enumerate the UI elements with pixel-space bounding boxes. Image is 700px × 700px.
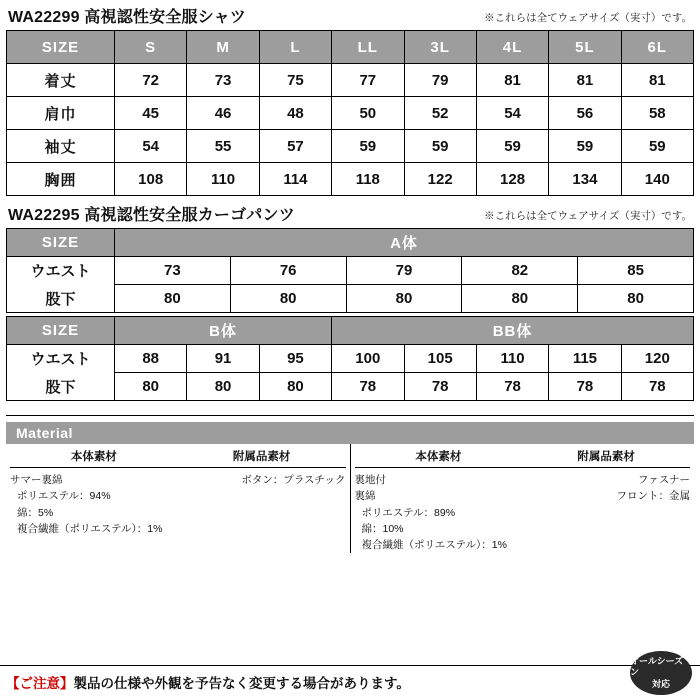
material-line: フロント：金属 bbox=[616, 490, 690, 503]
cell: 59 bbox=[476, 130, 548, 163]
cell: 57 bbox=[259, 130, 331, 163]
cell: 54 bbox=[115, 130, 187, 163]
cell: 75 bbox=[259, 64, 331, 97]
material-line: 複合繊維（ポリエステル）：1% bbox=[17, 522, 163, 535]
col-header-group-bb: BB体 bbox=[332, 317, 694, 345]
cell: 78 bbox=[476, 373, 548, 401]
cell: 55 bbox=[187, 130, 259, 163]
cell: 46 bbox=[187, 97, 259, 130]
footer-notice bbox=[0, 656, 700, 700]
cell: 54 bbox=[476, 97, 548, 130]
cell: 80 bbox=[462, 285, 578, 313]
table-header-row bbox=[7, 229, 694, 257]
cell: 45 bbox=[115, 97, 187, 130]
material-body bbox=[355, 468, 691, 553]
cell: 76 bbox=[230, 257, 346, 285]
badge-line-1: オールシーズン bbox=[630, 656, 684, 678]
material-line: 裏地付 bbox=[354, 474, 386, 486]
cell: 115 bbox=[549, 345, 621, 373]
row-label: 肩巾 bbox=[7, 97, 115, 130]
shirt-note: ※これらは全てウェアサイズ（実寸）です。 bbox=[484, 12, 692, 24]
material-subheader bbox=[355, 444, 691, 468]
material-head-main: 本体素材 bbox=[70, 451, 117, 463]
table-header-row bbox=[7, 317, 694, 345]
cell: 59 bbox=[549, 130, 621, 163]
cell: 82 bbox=[462, 257, 578, 285]
table-row bbox=[7, 373, 694, 401]
material-columns bbox=[6, 444, 694, 553]
material-parts-list bbox=[178, 472, 346, 537]
row-label: 胸囲 bbox=[7, 163, 115, 196]
row-label: ウエスト bbox=[7, 257, 115, 285]
cell: 78 bbox=[404, 373, 476, 401]
col-header: 5L bbox=[549, 31, 621, 64]
cell: 58 bbox=[621, 97, 693, 130]
cell: 120 bbox=[621, 345, 693, 373]
cell: 95 bbox=[259, 345, 331, 373]
cell: 108 bbox=[115, 163, 187, 196]
cell: 105 bbox=[404, 345, 476, 373]
cell: 79 bbox=[404, 64, 476, 97]
cell: 79 bbox=[346, 257, 462, 285]
material-main-list bbox=[355, 472, 523, 553]
pants-note: ※これらは全てウェアサイズ（実寸）です。 bbox=[484, 210, 692, 222]
col-header-group-a: A体 bbox=[115, 229, 694, 257]
table-row bbox=[7, 130, 694, 163]
cell: 59 bbox=[404, 130, 476, 163]
table-row bbox=[7, 64, 694, 97]
footer-notice-text: 製品の仕様や外観を予告なく変更する場合があります。 bbox=[73, 676, 410, 691]
material-line: サマー裏綿 bbox=[10, 474, 63, 486]
table-row bbox=[7, 285, 694, 313]
cell: 59 bbox=[332, 130, 404, 163]
material-line: 綿：5% bbox=[17, 506, 54, 519]
col-header-size: SIZE bbox=[7, 229, 115, 257]
cell: 59 bbox=[621, 130, 693, 163]
material-body bbox=[10, 468, 346, 537]
cell: 128 bbox=[476, 163, 548, 196]
col-header: LL bbox=[332, 31, 404, 64]
table-header-row bbox=[7, 31, 694, 64]
material-line: ボタン：プラスチック bbox=[241, 474, 346, 486]
cell: 81 bbox=[476, 64, 548, 97]
cell: 78 bbox=[549, 373, 621, 401]
cell: 91 bbox=[187, 345, 259, 373]
cell: 80 bbox=[187, 373, 259, 401]
col-header: 4L bbox=[476, 31, 548, 64]
table-row bbox=[7, 345, 694, 373]
table-row bbox=[7, 97, 694, 130]
material-line: ポリエステル：89% bbox=[361, 506, 456, 519]
cell: 80 bbox=[115, 285, 231, 313]
pants-title: WA22295 高視認性安全服カーゴパンツ bbox=[8, 207, 295, 224]
cell: 110 bbox=[187, 163, 259, 196]
shirt-title: WA22299 高視認性安全服シャツ bbox=[8, 9, 246, 26]
shirt-size-table bbox=[6, 30, 694, 196]
cell: 50 bbox=[332, 97, 404, 130]
cell: 80 bbox=[346, 285, 462, 313]
row-label: 着丈 bbox=[7, 64, 115, 97]
cell: 81 bbox=[621, 64, 693, 97]
material-main-list bbox=[10, 472, 178, 537]
row-label: 股下 bbox=[7, 285, 115, 313]
material-line: 裏綿 bbox=[354, 490, 376, 503]
cell: 80 bbox=[259, 373, 331, 401]
cell: 110 bbox=[476, 345, 548, 373]
material-line: 複合繊維（ポリエステル）：1% bbox=[361, 539, 507, 552]
cell: 100 bbox=[332, 345, 404, 373]
material-head-parts: 附属品素材 bbox=[232, 451, 291, 463]
cell: 118 bbox=[332, 163, 404, 196]
material-parts-list bbox=[522, 472, 690, 553]
col-header-group-b: B体 bbox=[115, 317, 332, 345]
cell: 114 bbox=[259, 163, 331, 196]
col-header-size: SIZE bbox=[7, 317, 115, 345]
cell: 85 bbox=[578, 257, 694, 285]
material-column-pants bbox=[350, 444, 695, 553]
shirt-section-header bbox=[0, 0, 700, 30]
cell: 78 bbox=[332, 373, 404, 401]
col-header: 3L bbox=[404, 31, 476, 64]
cell: 80 bbox=[115, 373, 187, 401]
material-head-parts: 附属品素材 bbox=[577, 451, 635, 463]
cell: 88 bbox=[115, 345, 187, 373]
pants-section-header bbox=[0, 196, 700, 228]
table-row bbox=[7, 257, 694, 285]
pants-size-table-a bbox=[6, 228, 694, 313]
cell: 78 bbox=[621, 373, 693, 401]
cell: 80 bbox=[578, 285, 694, 313]
material-bar-label: Material bbox=[6, 422, 694, 444]
row-label: ウエスト bbox=[7, 345, 115, 373]
all-season-badge bbox=[630, 651, 692, 695]
cell: 73 bbox=[115, 257, 231, 285]
material-column-shirt bbox=[6, 444, 350, 553]
col-header: SIZE bbox=[7, 31, 115, 64]
cell: 72 bbox=[115, 64, 187, 97]
col-header: 6L bbox=[621, 31, 693, 64]
cell: 48 bbox=[259, 97, 331, 130]
row-label: 袖丈 bbox=[7, 130, 115, 163]
cell: 140 bbox=[621, 163, 693, 196]
col-header: M bbox=[187, 31, 259, 64]
badge-line-2: 対応 bbox=[651, 678, 670, 689]
material-line: ポリエステル：94% bbox=[17, 490, 111, 503]
cell: 77 bbox=[332, 64, 404, 97]
row-label: 股下 bbox=[7, 373, 115, 401]
cell: 56 bbox=[549, 97, 621, 130]
cell: 122 bbox=[404, 163, 476, 196]
cell: 73 bbox=[187, 64, 259, 97]
cell: 80 bbox=[230, 285, 346, 313]
material-line: ファスナー bbox=[637, 474, 690, 486]
pants-size-table-b bbox=[6, 316, 694, 401]
footer-notice-prefix: 【ご注意】 bbox=[6, 676, 74, 691]
material-subheader bbox=[10, 444, 346, 468]
cell: 52 bbox=[404, 97, 476, 130]
cell: 134 bbox=[549, 163, 621, 196]
col-header: S bbox=[115, 31, 187, 64]
table-row bbox=[7, 163, 694, 196]
cell: 81 bbox=[549, 64, 621, 97]
col-header: L bbox=[259, 31, 331, 64]
material-line: 綿：10% bbox=[361, 522, 404, 535]
material-head-main: 本体素材 bbox=[415, 451, 462, 463]
